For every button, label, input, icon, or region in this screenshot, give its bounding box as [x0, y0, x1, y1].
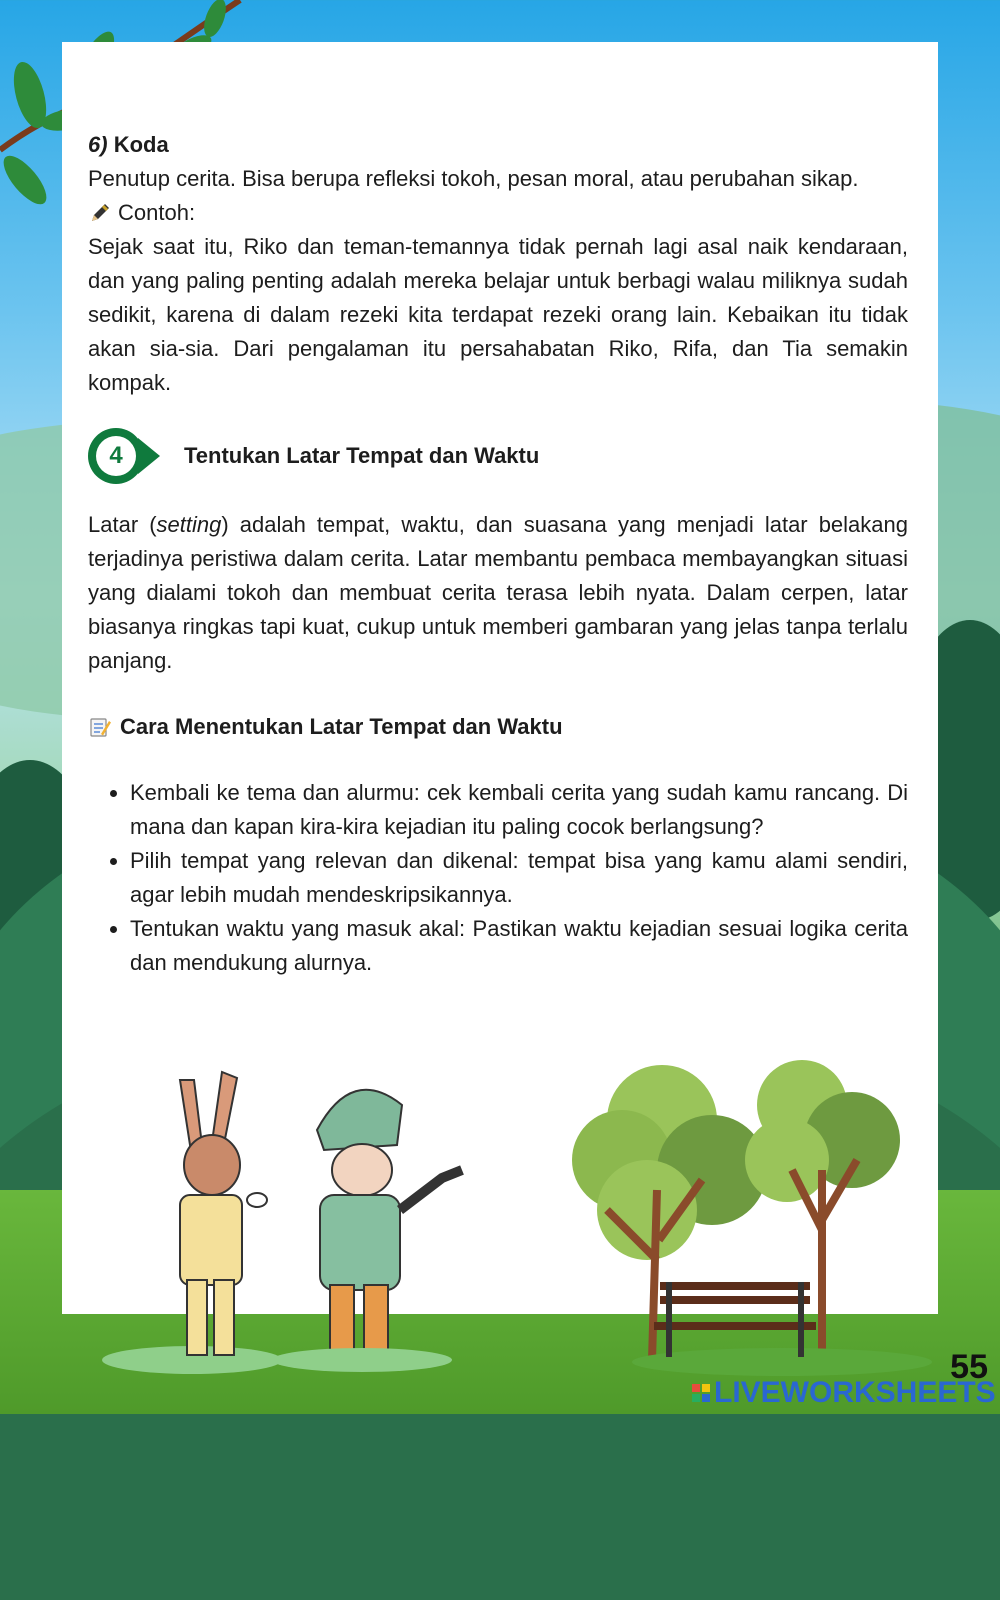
park-tree-illustration — [745, 1060, 900, 1360]
example-text: Sejak saat itu, Riko dan teman-temannya tidak pernah lagi asal naik kendaraan, dan yang paling penting adalah mereka belajar untuk berbagi walau miliknya sudah sedikit, karena di dalam rezeki kita terdapat rezeki orang lain. Kebaikan itu tidak akan sia-sia. Dari pengalaman itu persahabatan Riko, Rifa, dan Tia semakin kompak. — [88, 234, 908, 395]
section-number-badge — [88, 428, 144, 484]
howto-list — [88, 776, 908, 980]
list-item: • Pilih tempat yang relevan dan dikenal: tempat bisa yang kamu alami sendiri, agar lebih mudah mendeskripsikannya. — [130, 844, 908, 912]
example-label-row — [88, 196, 908, 230]
intro-after: ) adalah tempat, waktu, dan suasana yang menjadi latar belakang terjadinya peristiwa dalam cerita. Latar membantu pembaca membayangkan situasi yang dialami tokoh dan membuat cerita terasa lebih nyata. Dalam cerpen, latar biasanya ringkas tapi kuat, cukup untuk memberi gambaran yang jelas tanpa terlalu panjang. — [88, 512, 908, 673]
example-label: Contoh: — [118, 200, 196, 225]
list-item: • Tentukan waktu yang masuk akal: Pastikan waktu kejadian sesuai logika cerita dan mendukung alurnya. — [130, 912, 908, 980]
howto-title: Cara Menentukan Latar Tempat dan Waktu — [120, 714, 563, 739]
section-title: Tentukan Latar Tempat dan Waktu — [184, 443, 540, 468]
bottom-illustration — [62, 1060, 938, 1380]
section-intro — [88, 508, 908, 678]
koda-description: Penutup cerita. Bisa berupa refleksi tokoh, pesan moral, atau perubahan sikap. — [88, 166, 859, 191]
list-item: • Kembali ke tema dan alurmu: cek kembali cerita yang sudah kamu rancang. Di mana dan kapan kira-kira kejadian itu paling cocok berlangsung? — [130, 776, 908, 844]
watermark-text: LIVEWORKSHEETS — [714, 1376, 996, 1409]
page-content — [88, 128, 908, 980]
rabbit-character-illustration — [102, 1072, 282, 1374]
watermark — [692, 1376, 996, 1410]
page-number: 55 — [950, 1348, 988, 1386]
intro-before: Latar ( — [88, 512, 157, 537]
section-number: 4 — [96, 436, 136, 476]
hatter-character-illustration — [272, 1090, 462, 1372]
koda-title: Koda — [113, 132, 169, 157]
section-header — [88, 426, 908, 486]
howto-heading — [88, 710, 908, 744]
koda-heading — [88, 128, 908, 162]
memo-icon — [88, 715, 112, 739]
koda-number: 6) — [88, 132, 108, 157]
liveworksheets-logo-icon — [692, 1384, 710, 1402]
park-bench-illustration — [632, 1282, 932, 1376]
pen-icon — [88, 201, 112, 225]
intro-italic: setting — [156, 512, 222, 537]
